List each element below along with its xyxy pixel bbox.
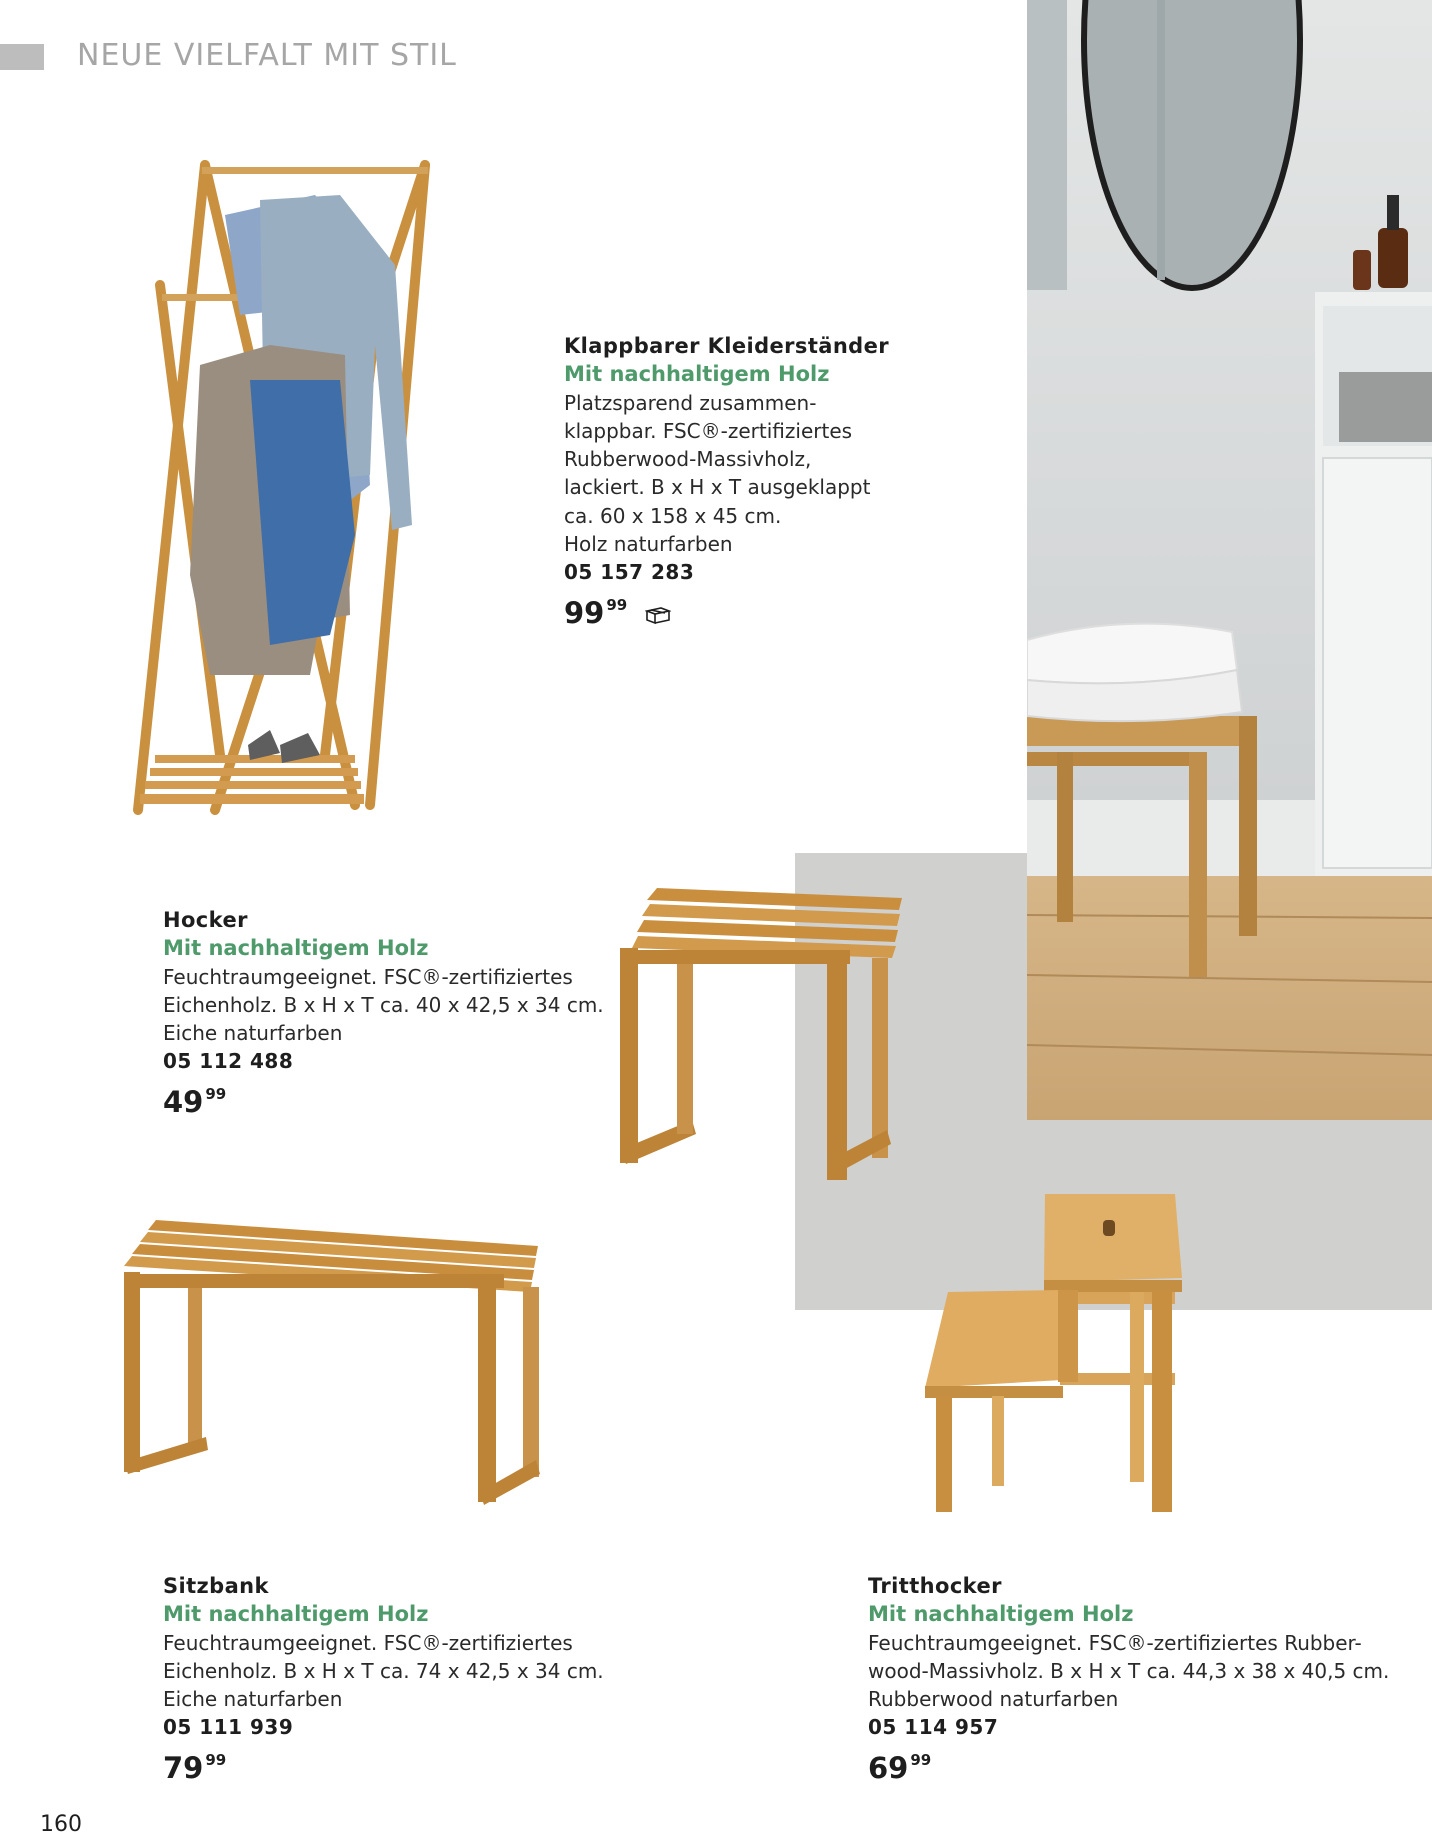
product-name: Tritthocker	[868, 1574, 1002, 1598]
product-tag: Mit nachhaltigem Holz	[163, 936, 429, 961]
product-description-line: klappbar. FSC®-zertifiziertes	[564, 418, 853, 443]
bathroom-room-photo	[1027, 0, 1432, 1120]
product-description-line: Eiche naturfarben	[163, 1687, 343, 1712]
product-stool	[163, 906, 604, 1119]
product-code: 05 112 488	[163, 1049, 294, 1074]
price-cents: 99	[205, 1750, 227, 1769]
product-description-line: Eichenholz. B x H x T ca. 74 x 42,5 x 34 cm.	[163, 1658, 604, 1683]
product-tag: Mit nachhaltigem Holz	[163, 1602, 429, 1627]
step-stool-image	[920, 1190, 1190, 1524]
product-name: Klappbarer Kleiderständer	[564, 334, 890, 358]
product-description-line: Eichenholz. B x H x T ca. 40 x 42,5 x 34 cm.	[163, 992, 604, 1017]
product-step-stool	[868, 1572, 1390, 1785]
product-clothes-rack	[564, 332, 889, 629]
product-description-line: Eiche naturfarben	[163, 1021, 343, 1046]
product-bench	[163, 1572, 604, 1785]
product-tag: Mit nachhaltigem Holz	[868, 1602, 1134, 1627]
product-description-line: Rubberwood naturfarben	[868, 1687, 1119, 1712]
product-code: 05 157 283	[564, 560, 695, 585]
price-cents: 99	[910, 1750, 932, 1769]
product-description-line: wood-Massivholz. B x H x T ca. 44,3 x 38 x 40,5 cm.	[868, 1658, 1390, 1683]
price-main: 49	[163, 1084, 204, 1119]
price-main: 99	[564, 595, 605, 630]
product-description-line: Rubberwood-Massivholz,	[564, 447, 812, 472]
price-cents: 99	[205, 1084, 227, 1103]
delivery-box-icon	[645, 601, 671, 629]
product-tag: Mit nachhaltigem Holz	[564, 362, 830, 387]
stool-image	[612, 880, 912, 1189]
product-name: Sitzbank	[163, 1574, 269, 1598]
bench-image	[118, 1212, 548, 1516]
price-main: 69	[868, 1750, 909, 1785]
product-price	[564, 591, 889, 629]
product-description-line: Holz naturfarben	[564, 532, 733, 557]
product-description-line: Feuchtraumgeeignet. FSC®-zertifiziertes	[163, 1630, 573, 1655]
price-main: 79	[163, 1750, 204, 1785]
page-number: 160	[40, 1812, 82, 1837]
product-price	[163, 1080, 604, 1119]
product-code: 05 114 957	[868, 1715, 999, 1740]
product-price	[163, 1746, 604, 1785]
product-price	[868, 1746, 1389, 1785]
product-description-line: Platzsparend zusammen-	[564, 390, 817, 415]
product-description-line: lackiert. B x H x T ausgeklappt	[564, 475, 871, 500]
header-bar	[0, 44, 44, 70]
product-code: 05 111 939	[163, 1715, 294, 1740]
product-description-line: Feuchtraumgeeignet. FSC®-zertifiziertes Rubber-	[868, 1630, 1362, 1655]
product-description-line: Feuchtraumgeeignet. FSC®-zertifiziertes	[163, 964, 573, 989]
page-header-title: NEUE VIELFALT MIT STIL	[77, 38, 457, 73]
product-description-line: ca. 60 x 158 x 45 cm.	[564, 503, 782, 528]
price-cents: 99	[606, 595, 628, 614]
clothes-rack-image	[130, 155, 450, 849]
product-name: Hocker	[163, 908, 248, 932]
